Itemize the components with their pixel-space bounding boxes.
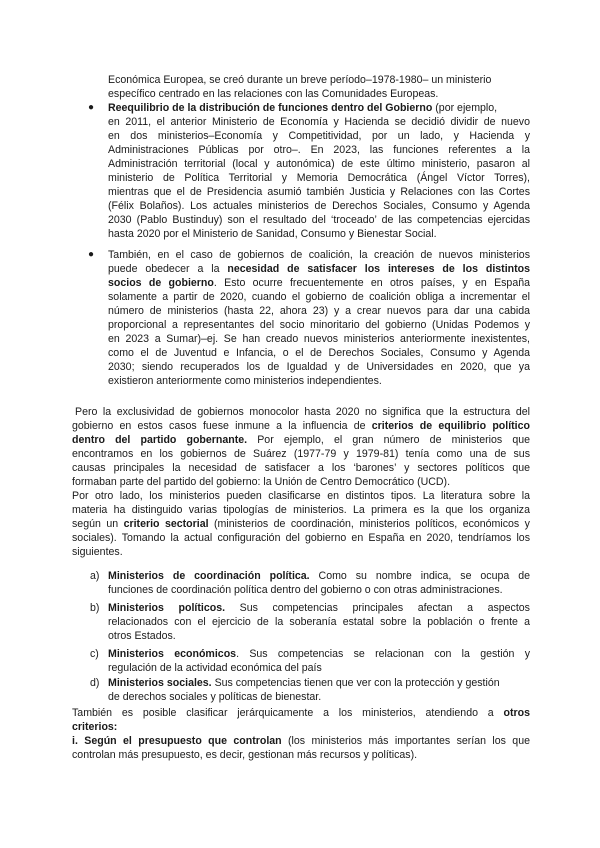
list-label: c) <box>90 648 99 660</box>
text-line <box>72 720 117 734</box>
text-line: materia ha distinguido varias tipologías de ministerios. La primera es la que los organiza <box>72 504 530 516</box>
text-span: Sus competencias tienen que ver con la protección y gestión <box>211 677 500 689</box>
text-line <box>108 569 530 583</box>
text-line: causas principales la necesidad de satisfacer a los ‘barones’ y sectores políticos que <box>72 462 530 474</box>
bold-span: criterios de equilibrio político <box>371 420 530 432</box>
text-line: específico centrado en las relaciones con las Comunidades Europeas. <box>108 88 439 100</box>
bullet-icon: ● <box>88 249 95 260</box>
text-line: Por otro lado, los ministerios pueden clasificarse en distintos tipos. La literatura sobre la <box>72 490 530 502</box>
text-line: Administraciones Públicas por otro–. En 2023, las funciones referentes a la <box>108 144 530 156</box>
text-line <box>108 101 497 115</box>
text-span: (los ministerios más importantes serían los que <box>281 735 530 747</box>
text-line <box>72 734 530 748</box>
text-line: 2030; siendo recuperados los de Igualdad y de Universidades en 2020, que ya <box>108 361 530 373</box>
list-label: d) <box>90 677 100 689</box>
text-line: en 2011, el anterior Ministerio de Economía y Hacienda se decidió dividir de nuevo <box>108 116 530 128</box>
text-line: existieron anteriormente como ministerios independientes. <box>108 375 382 387</box>
bold-span: socios de gobierno <box>108 277 214 289</box>
text-line: También, en el caso de gobiernos de coalición, la creación de nuevos ministerios <box>108 249 530 261</box>
text-line: controlan más presupuesto, es decir, gestionan más recursos y políticas). <box>72 749 418 761</box>
text-line: solamente a partir de 2020, cuando el gobierno de coalición obliga a incrementar el <box>108 291 530 303</box>
bold-span: necesidad de satisfacer los intereses de los distintos <box>227 263 530 275</box>
text-line: 2030 (Pablo Bustinduy) son el resultado del ‘troceado’ de las competencias ejercidas <box>108 214 530 226</box>
bullet-icon: ● <box>88 102 95 113</box>
bold-span: otros <box>503 707 530 719</box>
text-line <box>108 601 530 615</box>
text-line <box>72 433 530 447</box>
bold-span: Ministerios sociales. <box>108 677 212 689</box>
bold-span: criterios: <box>72 721 118 733</box>
text-line: de derechos sociales y políticas de bienestar. <box>108 691 322 703</box>
text-line <box>108 276 530 290</box>
text-line: proporcional a representantes del socio minoritario del gobierno (Unidas Podemos y <box>108 319 530 331</box>
text-line: número de ministerios (hasta 22, ahora 23) y a crear nuevos para dar una cabida <box>108 305 530 317</box>
text-span: (por ejemplo, <box>432 102 498 114</box>
text-line <box>72 419 530 433</box>
bold-span: i. Según el presupuesto que controlan <box>72 735 282 747</box>
bold-span: Ministerios de coordinación política. <box>108 570 310 582</box>
bold-span: Ministerios económicos <box>108 648 237 660</box>
text-span: según un <box>72 518 124 530</box>
text-span: . Sus competencias se relacionan con la gestión y <box>236 648 530 660</box>
text-line <box>72 706 530 720</box>
list-label: a) <box>90 570 100 582</box>
text-line: en 2023 a Sumar)–ej. Se han creado nuevos ministerios anteriormente inexistentes, <box>108 333 530 345</box>
text-line <box>72 517 530 531</box>
text-line <box>108 262 530 276</box>
text-line: Económica Europea, se creó durante un breve período–1978-1980– un ministerio <box>108 74 492 86</box>
text-line: otros Estados. <box>108 630 176 642</box>
text-line: formaban parte del partido del gobierno: la Unión de Centro Democrático (UCD). <box>72 476 451 488</box>
bold-span: dentro del partido gobernante. <box>72 434 248 446</box>
text-line: sociales). Tomando la actual configuración del gobierno en España en 2020, tendríamos los <box>72 532 530 544</box>
bold-span: criterio sectorial <box>123 518 209 530</box>
text-span: . Esto ocurre frecuentemente en otros países, y en España <box>213 277 530 289</box>
text-line: relacionados con el ejercicio de la soberanía estatal sobre la población o frente a <box>108 616 530 628</box>
text-line <box>108 676 500 690</box>
text-span: gobierno en estos casos fuese inmune a la influencia de <box>72 420 372 432</box>
text-line: en dos ministerios–Economía y Competitividad, por un lado, y Hacienda y <box>108 130 530 142</box>
text-line: funciones de coordinación política dentro del gobierno o con otras administraciones. <box>108 584 503 596</box>
bold-span: Reequilibrio de la distribución de funciones dentro del Gobierno <box>108 102 433 114</box>
text-span: Por ejemplo, el gran número de ministerios que <box>247 434 530 446</box>
text-line <box>108 647 530 661</box>
text-span: Sus competencias principales afectan a aspectos <box>225 602 530 614</box>
text-span: (ministerios de coordinación, ministerios políticos, económicos y <box>208 518 530 530</box>
text-line: Pero la exclusividad de gobiernos monocolor hasta 2020 no significa que la estructura del <box>75 406 530 418</box>
text-line: regulación de la actividad económica del país <box>108 662 322 674</box>
text-line: siguientes. <box>72 546 123 558</box>
text-span: Como su nombre indica, se ocupa de <box>309 570 530 582</box>
text-line: mientras que el de Presidencia asumió también Justicia y Relaciones con las Cortes <box>108 186 530 198</box>
list-label: b) <box>90 602 100 614</box>
text-span: puede obedecer a la <box>108 263 228 275</box>
text-line: (Félix Bolaños). Los actuales ministerios de Derechos Sociales, Consumo y Agenda <box>108 200 530 212</box>
text-span: También es posible clasificar jerárquicamente a los ministerios, atendiendo a <box>72 707 504 719</box>
text-line: Administración territorial (local y autonómica) de este último ministerio, pasaron al <box>108 158 530 170</box>
text-line: hasta 2020 por el Ministerio de Sanidad, Consumo y Bienestar Social. <box>108 228 437 240</box>
text-line: encontramos en los gobiernos de Suárez (1977-79 y 1979-81) tenía como una de sus <box>72 448 530 460</box>
text-line: como el de Juventud e Infancia, o el de Derechos Sociales, Consumo y Agenda <box>108 347 530 359</box>
text-line: ministerio de Política Territorial y Memoria Democrática (Ángel Víctor Torres), <box>108 172 530 184</box>
bold-span: Ministerios políticos. <box>108 602 226 614</box>
